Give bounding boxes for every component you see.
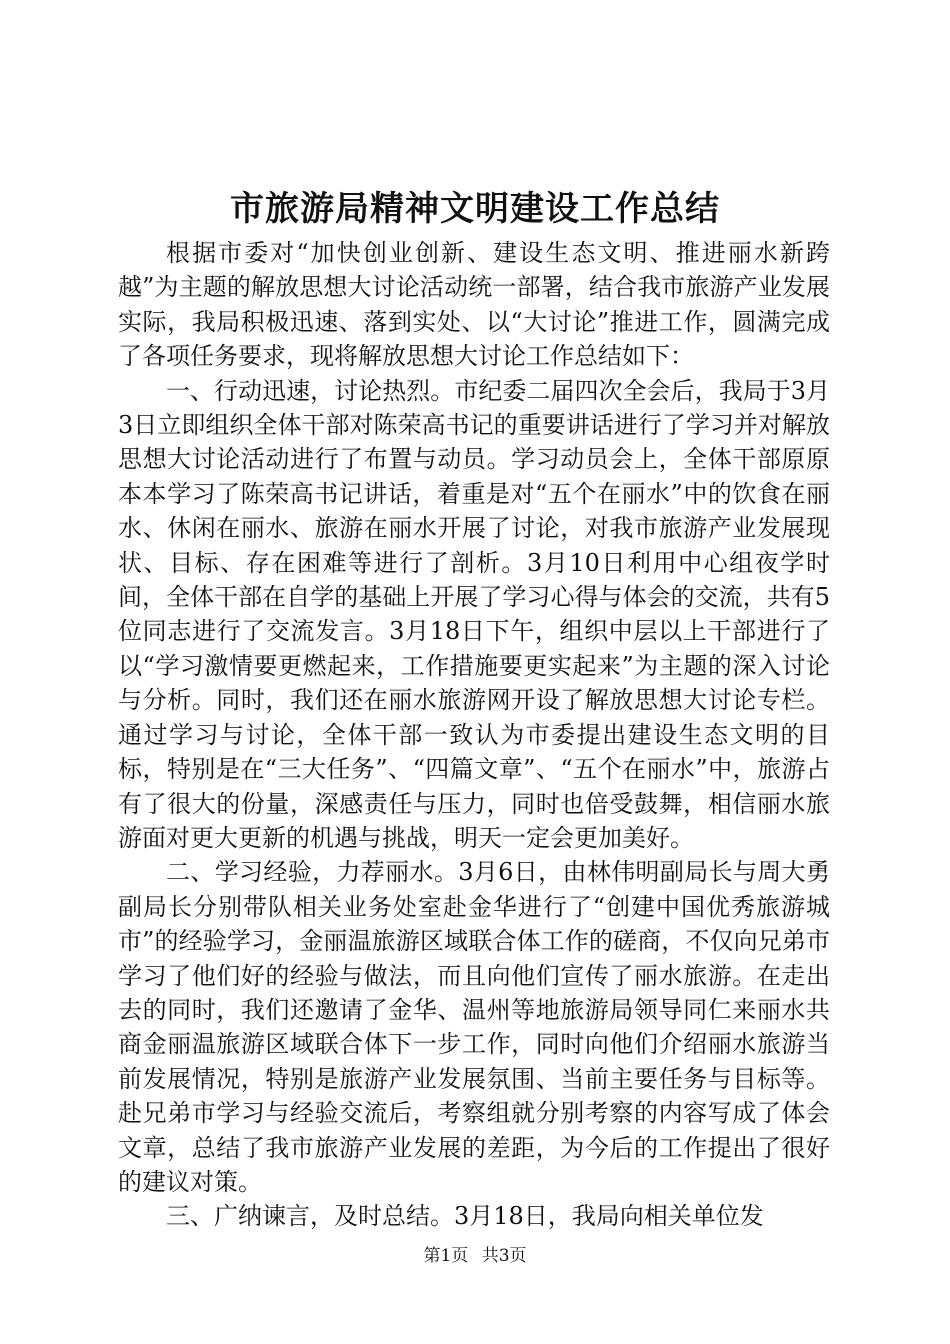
section-one-paragraph: 一、行动迅速，讨论热烈。市纪委二届四次全会后，我局于3月3日立即组织全体干部对陈荣高书记的重要讲话进行了学习并对解放思想大讨论活动进行了布置与动员。学习动员会上，全体干部原原本本学习了陈荣高书记讲话，着重是对“五个在丽水”中的饮食在丽水、休闲在丽水、旅游在丽水开展了讨论，对我市旅游产业发展现状、目标、存在困难等进行了剖析。3月10日利用中心组夜学时间，全体干部在自学的基础上开展了学习心得与体会的交流，共有5位同志进行了交流发言。3月18日下午，组织中层以上干部进行了以“学习激情要更燃起来，工作措施要更实起来”为主题的深入讨论与分析。同时，我们还在丽水旅游网开设了解放思想大讨论专栏。通过学习与讨论，全体干部一致认为市委提出建设生态文明的目标，特别是在“三大任务”、“四篇文章”、“五个在丽水”中，旅游占有了很大的份量，深感责任与压力，同时也倍受鼓舞，相信丽水旅游面对更大更新的机遇与挑战，明天一定会更加美好。 [118, 376, 830, 852]
section-two-paragraph: 二、学习经验，力荐丽水。3月6日，由林伟明副局长与周大勇副局长分别带队相关业务处室赴金华进行了“创建中国优秀旅游城市”的经验学习，金丽温旅游区域联合体工作的磋商，不仅向兄弟市学习了他们好的经验与做法，而且向他们宣传了丽水旅游。在走出去的同时，我们还邀请了金华、温州等地旅游局领导同仁来丽水共商金丽温旅游区域联合体下一步工作，同时向他们介绍丽水旅游当前发展情况，特别是旅游产业发展氛围、当前主要任务与目标等。赴兄弟市学习与经验交流后，考察组就分别考察的内容写成了体会文章，总结了我市旅游产业发展的差距，为今后的工作提出了很好的建议对策。 [118, 858, 830, 1196]
page-footer [0, 1244, 950, 1268]
intro-paragraph: 根据市委对“加快创业创新、建设生态文明、推进丽水新跨越”为主题的解放思想大讨论活动统一部署，结合我市旅游产业发展实际，我局积极迅速、落到实处、以“大讨论”推进工作，圆满完成了各项任务要求，现将解放思想大讨论工作总结如下： [118, 239, 830, 371]
document-title: 市旅游局精神文明建设工作总结 [230, 189, 720, 229]
document-body [118, 236, 830, 1234]
page-total: 共3页 [481, 1246, 527, 1266]
page-number: 第1页 [423, 1246, 469, 1266]
section-three-paragraph: 三、广纳谏言，及时总结。3月18日，我局向相关单位发 [166, 1202, 764, 1231]
